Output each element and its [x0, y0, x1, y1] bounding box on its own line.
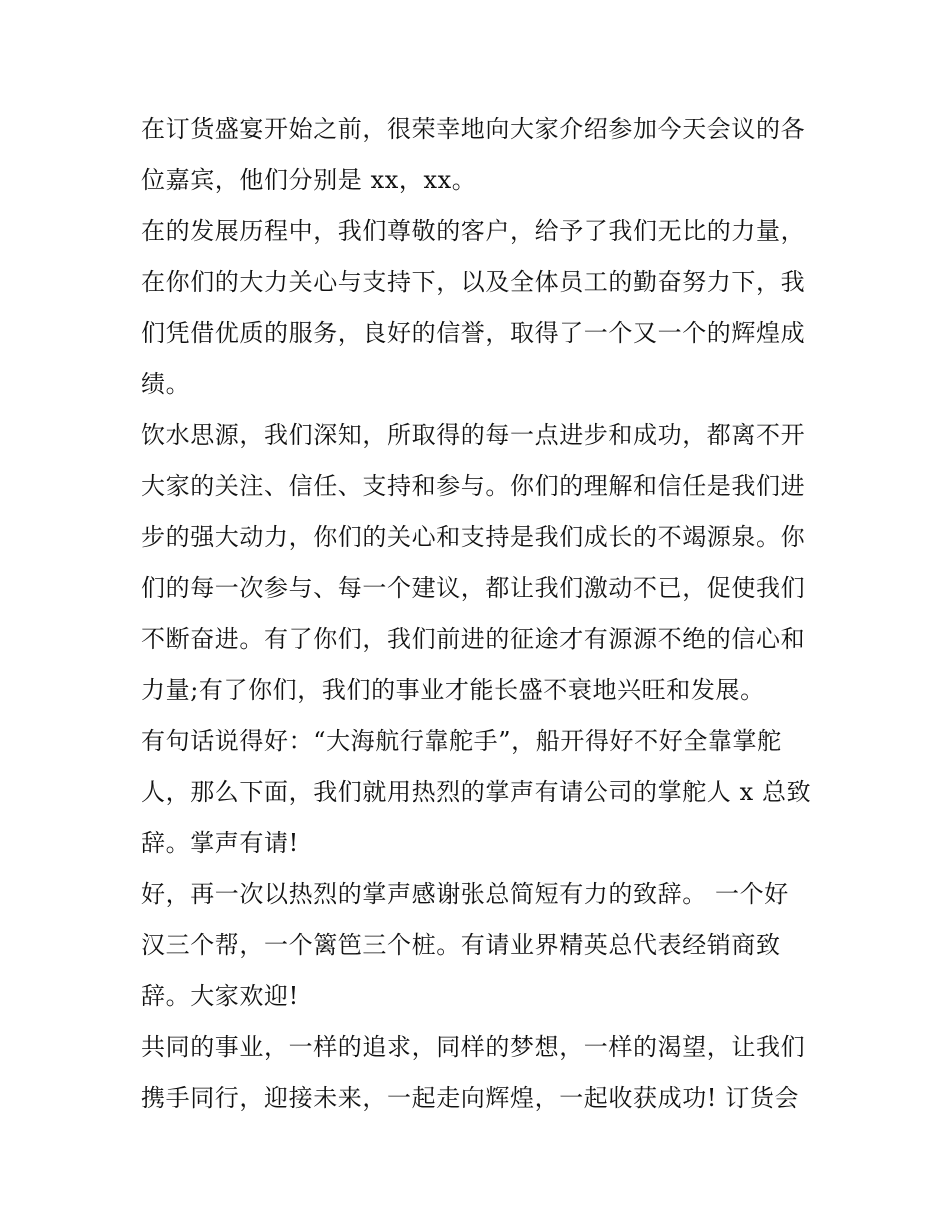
- text-line: 在的发展历程中，我们尊敬的客户，给予了我们无比的力量，: [141, 217, 806, 245]
- text-line: 携手同行，迎接未来，一起走向辉煌，一起收获成功! 订货会: [141, 1084, 800, 1112]
- text-line: 好，再一次以热烈的掌声感谢张总简短有力的致辞。 一个好: [141, 880, 789, 908]
- text-line: 在你们的大力关心与支持下，以及全体员工的勤奋努力下，我: [141, 268, 806, 296]
- text-line: 们的每一次参与、每一个建议，都让我们激动不已，促使我们: [141, 574, 806, 602]
- text-line: 绩。: [141, 370, 191, 398]
- text-line: 力量;有了你们，我们的事业才能长盛不衰地兴旺和发展。: [141, 676, 765, 704]
- text-line: 共同的事业，一样的追求，同样的梦想，一样的渴望，让我们: [141, 1033, 806, 1061]
- text-line: 不断奋进。有了你们，我们前进的征途才有源源不绝的信心和: [141, 625, 806, 653]
- text-line: 有句话说得好：“大海航行靠舵手”，船开得好不好全靠掌舵: [141, 727, 782, 755]
- text-line: 辞。大家欢迎!: [141, 982, 299, 1010]
- text-line: 汉三个帮，一个篱笆三个桩。有请业界精英总代表经销商致: [141, 931, 781, 959]
- text-line: 饮水思源，我们深知，所取得的每一点进步和成功，都离不开: [141, 421, 806, 449]
- body-text: [141, 104, 813, 1124]
- text-line: 大家的关注、信任、支持和参与。你们的理解和信任是我们进: [141, 472, 806, 500]
- text-line: 人，那么下面，我们就用热烈的掌声有请公司的掌舵人 x 总致: [141, 778, 812, 806]
- text-line: 步的强大动力，你们的关心和支持是我们成长的不竭源泉。你: [141, 523, 806, 551]
- text-line: 们凭借优质的服务，良好的信誉，取得了一个又一个的辉煌成: [141, 319, 806, 347]
- text-line: 辞。掌声有请!: [141, 829, 299, 857]
- text-line: 在订货盛宴开始之前，很荣幸地向大家介绍参加今天会议的各: [141, 115, 806, 143]
- text-line: 位嘉宾，他们分别是 xx，xx。: [141, 166, 477, 194]
